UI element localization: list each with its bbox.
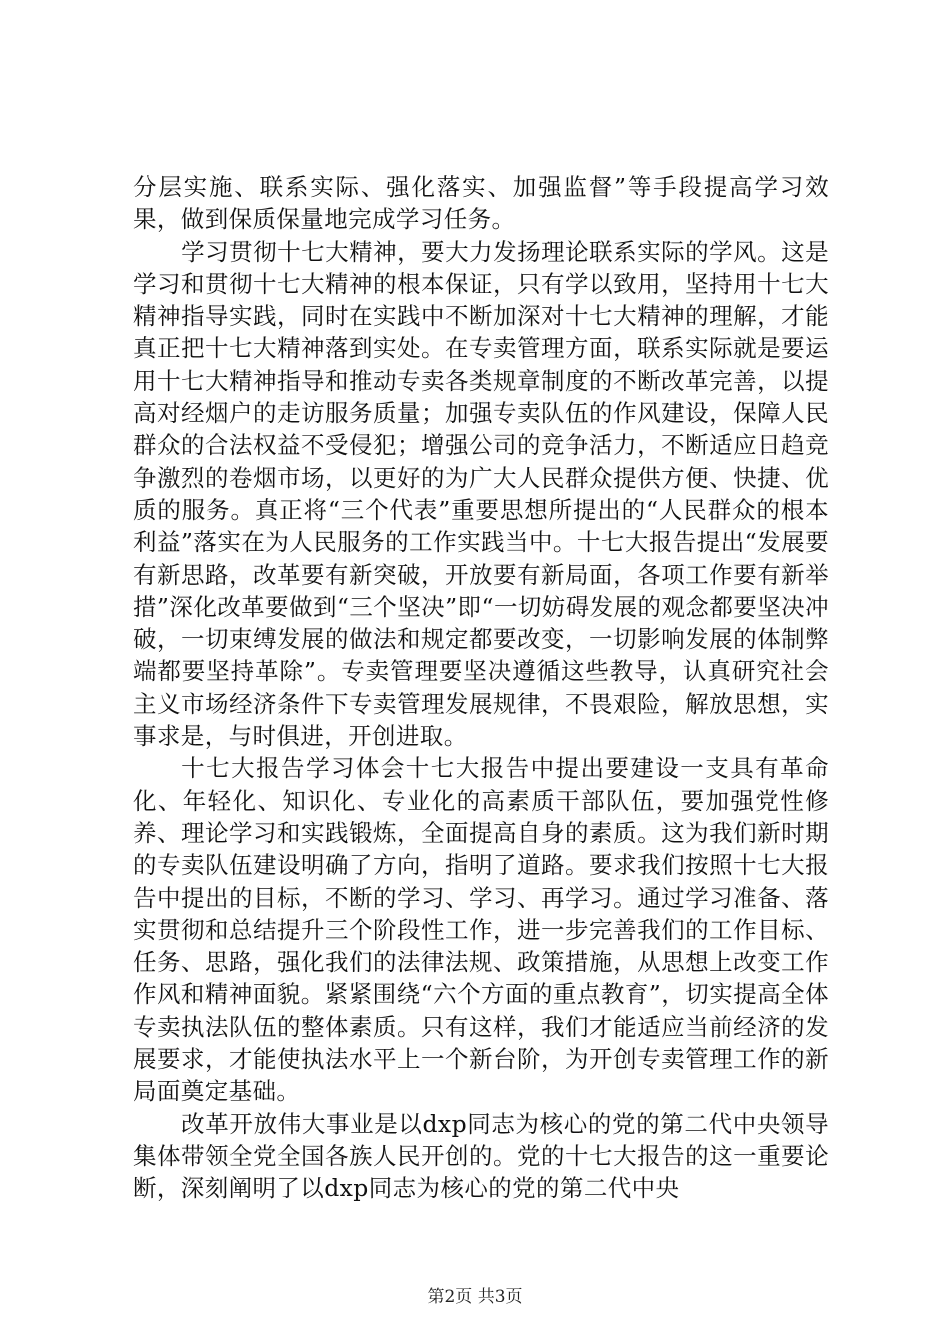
paragraph-2: 学习贯彻十七大精神，要大力发扬理论联系实际的学风。这是学习和贯彻十七大精神的根本保证，只有学以致用，坚持用十七大精神指导实践，同时在实践中不断加深对十七大精神的理解，才能真正把十七大精神落到实处。在专卖管理方面，联系实际就是要运用十七大精神指导和推动专卖各类规章制度的不断改革完善，以提高对经烟户的走访服务质量；加强专卖队伍的作风建设，保障人民群众的合法权益不受侵犯；增强公司的竞争活力，不断适应日趋竞争激烈的卷烟市场，以更好的为广大人民群众提供方便、快捷、优质的服务。真正将“三个代表”重要思想所提出的“人民群众的根本利益”落实在为人民服务的工作实践当中。十七大报告提出“发展要有新思路，改革要有新突破，开放要有新局面，各项工作要有新举措”深化改革要做到“三个坚决”即“一切妨碍发展的观念都要坚决冲破，一切束缚发展的做法和规定都要改变，一切影响发展的体制弊端都要坚持革除”。专卖管理要坚决遵循这些教导，认真研究社会主义市场经济条件下专卖管理发展规律，不畏艰险，解放思想，实事求是，与时俱进，开创进取。 xyxy=(133,237,829,751)
document-body xyxy=(133,171,829,1205)
page-number-footer: 第2页 共3页 xyxy=(427,1287,523,1307)
paragraph-3: 十七大报告学习体会十七大报告中提出要建设一支具有革命化、年轻化、知识化、专业化的高素质干部队伍，要加强党性修养、理论学习和实践锻炼，全面提高自身的素质。这为我们新时期的专卖队伍建设明确了方向，指明了道路。要求我们按照十七大报告中提出的目标，不断的学习、学习、再学习。通过学习准备、落实贯彻和总结提升三个阶段性工作，进一步完善我们的工作目标、任务、思路，强化我们的法律法规、政策措施，从思想上改变工作作风和精神面貌。紧紧围绕“六个方面的重点教育”，切实提高全体专卖执法队伍的整体素质。只有这样，我们才能适应当前经济的发展要求，才能使执法水平上一个新台阶，为开创专卖管理工作的新局面奠定基础。 xyxy=(133,754,829,1106)
paragraph-1: 分层实施、联系实际、强化落实、加强监督”等手段提高学习效果，做到保质保量地完成学习任务。 xyxy=(133,173,829,234)
paragraph-4: 改革开放伟大事业是以dxp同志为核心的党的第二代中央领导集体带领全党全国各族人民开创的。党的十七大报告的这一重要论断，深刻阐明了以dxp同志为核心的党的第二代中央 xyxy=(133,1109,829,1203)
